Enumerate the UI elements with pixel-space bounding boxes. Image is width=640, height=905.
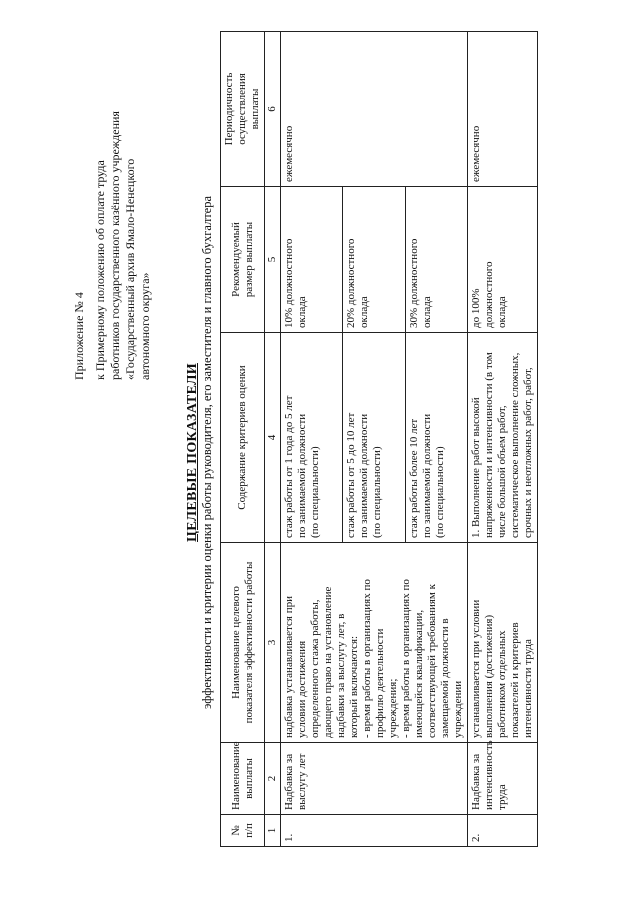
table-row <box>468 32 538 847</box>
appendix-line: к Примерному положению об оплате труда <box>93 160 107 380</box>
column-number: 2 <box>265 743 281 815</box>
column-number: 5 <box>265 187 281 333</box>
column-number: 4 <box>265 333 281 543</box>
document-subtitle: эффективности и критерии оценки работы руководителя, его заместителя и главного бухгалтера <box>200 195 214 710</box>
header-row <box>221 32 265 847</box>
header-cell-num: № п/п <box>221 815 265 847</box>
amount-cell: до 100% должностного оклада <box>468 187 538 333</box>
header-cell-period: Периодичность осуществления выплаты <box>221 32 265 187</box>
criteria-cell: стаж работы от 1 года до 5 лет по занимаемой должности (по специальности) <box>281 333 343 543</box>
column-number: 3 <box>265 543 281 743</box>
column-number: 6 <box>265 32 281 187</box>
period-cell: ежемесячно <box>281 32 468 187</box>
header-cell-criteria: Содержание критериев оценки <box>221 333 265 543</box>
header-cell-payment: Наименование выплаты <box>221 743 265 815</box>
document-title: ЦЕЛЕВЫЕ ПОКАЗАТЕЛИ <box>185 363 200 542</box>
header-cell-amount: Рекомендуемый размер выплаты <box>221 187 265 333</box>
header-cell-indicator: Наименование целевого показателя эффективности работы <box>221 543 265 743</box>
appendix-line: автономного округа» <box>138 272 152 380</box>
appendix-block <box>72 80 153 380</box>
row-number: 2. <box>468 815 538 847</box>
indicator-description: устанавливается при условии выполнения (достижения) работником отдельных показателей и критериев интенсивности труда <box>468 543 538 743</box>
amount-cell: 10% должностного оклада <box>281 187 343 333</box>
table-row <box>281 32 343 847</box>
amount-cell: 30% должностного оклада <box>405 187 467 333</box>
indicator-description: надбавка устанавливается при условии достижения определенного стажа работы, дающего право на установление надбавки за выслугу лет, в который включаются: - время работы в организациях по профилю деятельности учреждения; - время работы в организациях по имеющейся квалификации, соответствующей требованиям к замещаемой должности в учреждении <box>281 543 468 743</box>
column-number-row <box>265 32 281 847</box>
row-number: 1. <box>281 815 468 847</box>
criteria-cell: стаж работы от 5 до 10 лет по занимаемой должности (по специальности) <box>343 333 405 543</box>
amount-cell: 20% должностного оклада <box>343 187 405 333</box>
period-cell: ежемесячно <box>468 32 538 187</box>
column-number: 1 <box>265 815 281 847</box>
criteria-cell: стаж работы более 10 лет по занимаемой должности (по специальности) <box>405 333 467 543</box>
payment-name: Надбавка за интенсивность труда <box>468 743 538 815</box>
criteria-cell: 1. Выполнение работ высокой напряженности и интенсивности (в том числе большой объем работ, систематическое выполнение сложных, срочных и неотложных работ, работ, <box>468 333 538 543</box>
appendix-line: работников государственного казённого учреждения <box>108 111 122 380</box>
appendix-number: Приложение № 4 <box>72 292 86 380</box>
appendix-line: «Государственный архив Ямало-Ненецкого <box>123 158 137 380</box>
indicators-table <box>220 31 538 847</box>
payment-name: Надбавка за выслугу лет <box>281 743 468 815</box>
